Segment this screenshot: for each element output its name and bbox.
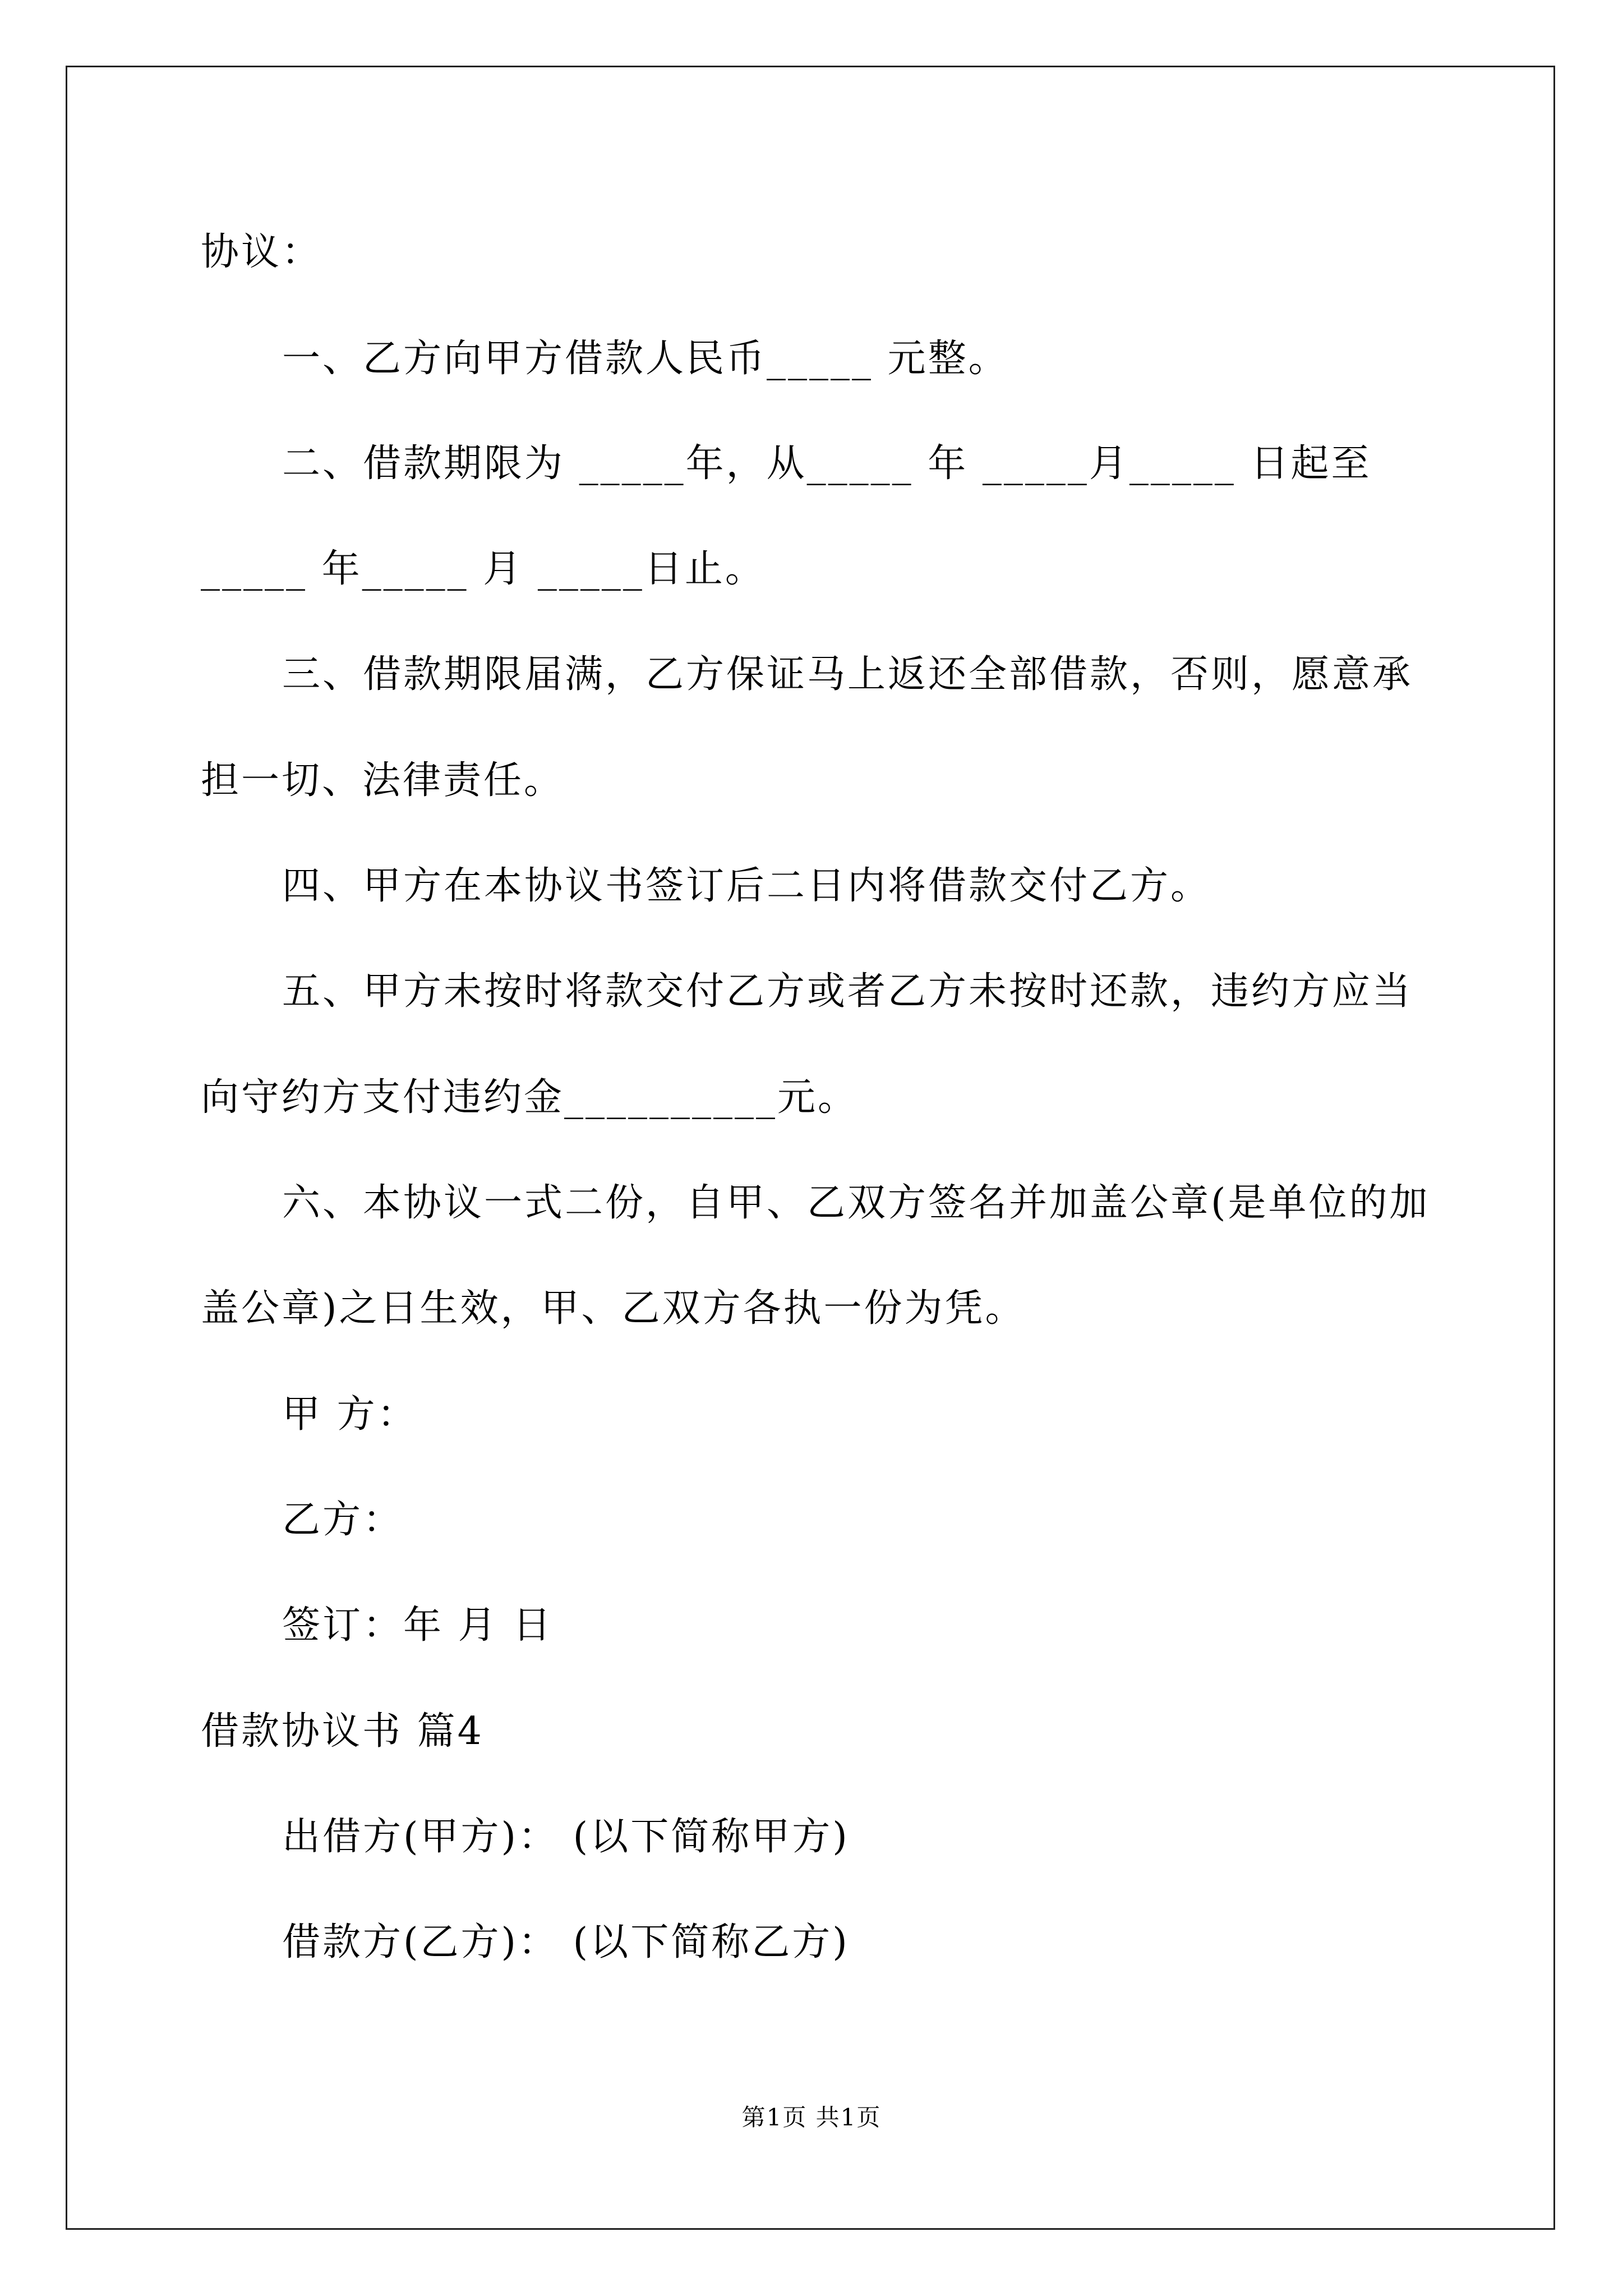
text-line-1: 协议：	[201, 230, 322, 274]
text-line-10: 六、本协议一式二份，自甲、乙双方签名并加盖公章(是单位的加	[282, 1181, 1430, 1225]
text-line-4: _____ 年_____ 月 _____日止。	[201, 547, 766, 591]
lender-line: 出借方(甲方)： (以下简称甲方)	[282, 1815, 850, 1859]
text-line-2: 一、乙方向甲方借款人民币_____ 元整。	[282, 337, 1009, 381]
text-line-6: 担一切、法律责任。	[201, 758, 565, 803]
party-a-label: 甲 方：	[282, 1392, 418, 1437]
page-border	[66, 66, 1555, 2230]
text-line-11: 盖公章)之日生效，甲、乙双方各执一份为凭。	[201, 1286, 1026, 1331]
text-line-8: 五、甲方未按时将款交付乙方或者乙方未按时还款，违约方应当	[282, 969, 1413, 1014]
section-heading: 借款协议书 篇4	[201, 1709, 484, 1754]
page-footer: 第1页 共1页	[741, 2104, 882, 2131]
text-line-3: 二、借款期限为 _____年，从_____ 年 _____月_____ 日起至	[282, 441, 1372, 486]
sign-date-label: 签订：年 月 日	[282, 1603, 554, 1648]
text-line-9: 向守约方支付违约金__________元。	[201, 1075, 859, 1120]
text-line-7: 四、甲方在本协议书签订后二日内将借款交付乙方。	[282, 864, 1211, 908]
party-b-label: 乙方：	[282, 1498, 404, 1542]
text-line-5: 三、借款期限届满，乙方保证马上返还全部借款，否则，愿意承	[282, 652, 1413, 697]
borrower-line: 借款方(乙方)： (以下简称乙方)	[282, 1920, 850, 1964]
